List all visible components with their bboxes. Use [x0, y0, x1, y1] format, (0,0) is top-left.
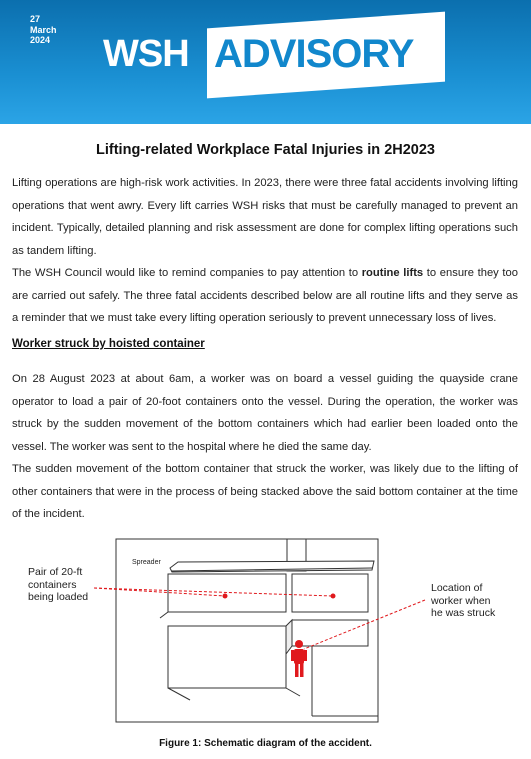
container-top-left [168, 574, 286, 612]
reminder-text-end: to ensure they too are carried out safely. The three fatal accidents described below are all routine lifts and they serve as a reminder that we must take every lifting operation seriously to prevent unnecessary loss of lives. [12, 267, 518, 324]
issue-date [30, 14, 57, 46]
brand-advisory: ADVISORY [214, 32, 414, 76]
containers-label-line-3: being loaded [28, 591, 89, 603]
document-title: Lifting-related Workplace Fatal Injuries in 2H2023 [96, 142, 435, 158]
containers-label [28, 566, 88, 604]
cause-paragraph: The sudden movement of the bottom container that struck the worker, was likely due to the lifting of other containers that were in the process of being stacked above the said bottom container at the time of the incident. [12, 463, 518, 520]
container-bottom-left [168, 626, 286, 688]
figure-caption: Figure 1: Schematic diagram of the accident. [159, 738, 372, 749]
date-month: March [30, 24, 57, 35]
container-top-right [292, 574, 368, 612]
containers-label-line-1: Pair of 20-ft [28, 566, 83, 578]
container-bottom-edge-2 [286, 688, 300, 696]
reminder-paragraph [12, 262, 518, 330]
incident-paragraph: On 28 August 2023 at about 6am, a worker was on board a vessel guiding the quayside crane operator to load a pair of 20-foot containers onto the vessel. During the operation, the worker was struck by the sudden movement of the bottom containers which had earlier been loaded onto the vessel. The worker was sent to the hospital where he died the same day. [12, 373, 518, 453]
date-year: 2024 [30, 35, 51, 45]
reminder-text-start: The WSH Council would like to remind companies to pay attention to [12, 267, 362, 279]
containers-label-line-2: containers [28, 578, 77, 591]
routine-lifts-emphasis: routine lifts [361, 267, 424, 279]
schematic-diagram [0, 530, 531, 730]
container-top-edge [160, 612, 168, 618]
advisory-banner [0, 0, 531, 124]
worker-label [431, 582, 495, 620]
intro-paragraph: Lifting operations are high-risk work activities. In 2023, there were three fatal accidents involving lifting operations that went awry. Every lift carries WSH risks that must be carefully managed to prevent an incident. Typically, detailed planning and risk assessment are done for complex lifting operations such as tandem lifting. [12, 177, 518, 257]
container-gap [286, 620, 292, 654]
worker-label-line-2: worker when [431, 594, 491, 607]
worker-label-line-1: Location of [431, 582, 483, 594]
schematic-figure [0, 530, 531, 730]
worker-label-line-3: he was struck [431, 607, 496, 619]
spreader-label: Spreader [132, 559, 161, 566]
container-bottom-right-upper [292, 620, 368, 646]
container-bottom-edge [168, 688, 190, 700]
brand-wsh: WSH [103, 33, 189, 75]
section-heading: Worker struck by hoisted container [12, 338, 205, 350]
date-day: 27 [30, 14, 41, 24]
